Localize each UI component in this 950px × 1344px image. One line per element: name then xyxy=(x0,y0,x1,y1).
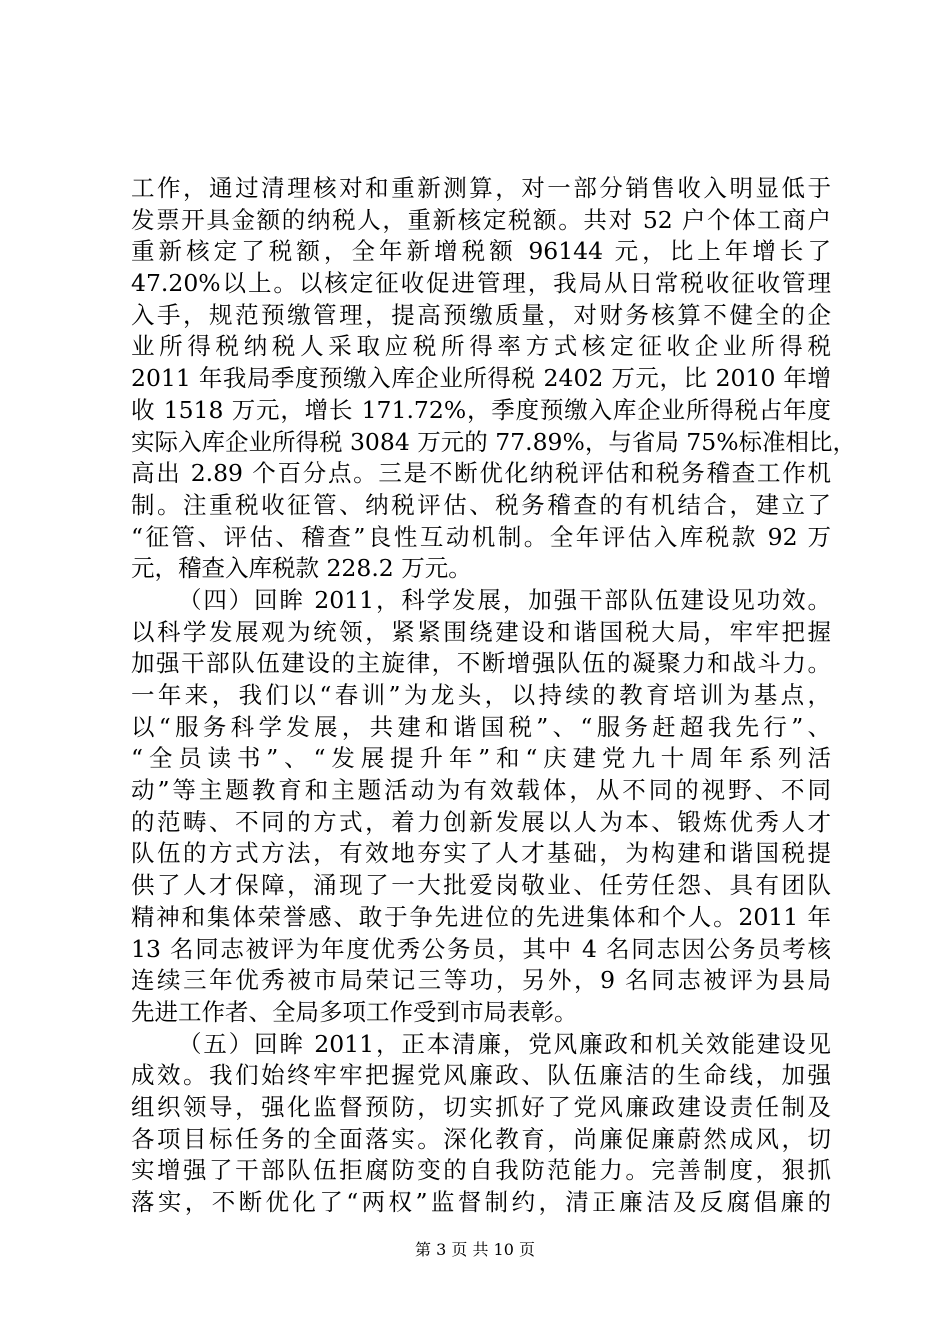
text-line: 47.20%以上。以核定征收促进管理，我局从日常税收征收管理 xyxy=(131,269,831,298)
text-line: 的范畴、不同的方式，着力创新发展以人为本、锻炼优秀人才 xyxy=(131,807,831,836)
text-line: 重新核定了税额，全年新增税额 96144 元，比上年增长了 xyxy=(131,237,831,266)
text-line: 发票开具金额的纳税人，重新核定税额。共对 52 户个体工商户 xyxy=(131,205,831,234)
text-line: 一年来，我们以“春训”为龙头，以持续的教育培训为基点， xyxy=(131,681,831,709)
text-line: 业所得税纳税人采取应税所得率方式核定征收企业所得税 xyxy=(131,332,831,361)
document-body xyxy=(131,173,857,1219)
text-line: 以科学发展观为统领，紧紧围绕建设和谐国税大局，牢牢把握 xyxy=(131,617,831,646)
text-line: 供了人才保障，涌现了一大批爱岗敬业、任劳任怨、具有团队 xyxy=(131,871,831,900)
text-line: 实增强了干部队伍拒腐防变的自我防范能力。完善制度，狠抓 xyxy=(131,1156,831,1185)
text-line: 队伍的方式方法，有效地夯实了人才基础，为构建和谐国税提 xyxy=(131,839,831,868)
text-line: 收 1518 万元，增长 171.72%，季度预缴入库企业所得税占年度 xyxy=(131,395,831,424)
text-line: 加强干部队伍建设的主旋律，不断增强队伍的凝聚力和战斗力。 xyxy=(131,649,831,678)
text-line: 入手，规范预缴管理，提高预缴质量，对财务核算不健全的企 xyxy=(131,300,831,329)
text-line: 以“服务科学发展，共建和谐国税”、“服务赶超我先行”、 xyxy=(131,712,831,741)
text-line: 制。注重税收征管、纳税评估、税务稽查的有机结合，建立了 xyxy=(131,490,831,519)
text-line: 各项目标任务的全面落实。深化教育，尚廉促廉蔚然成风，切 xyxy=(131,1124,831,1153)
text-line: 连续三年优秀被市局荣记三等功，另外，9 名同志被评为县局 xyxy=(131,966,831,995)
text-line: 落实，不断优化了“两权”监督制约，清正廉洁及反腐倡廉的 xyxy=(131,1188,831,1216)
text-line: 组织领导，强化监督预防，切实抓好了党风廉政建设责任制及 xyxy=(131,1092,831,1121)
text-line: 实际入库企业所得税 3084 万元的 77.89%，与省局 75%标准相比， xyxy=(131,427,857,456)
text-line: 元，稽查入库税款 228.2 万元。 xyxy=(131,554,472,583)
page-footer: 第 3 页 共 10 页 xyxy=(415,1240,535,1259)
text-line: 成效。我们始终牢牢把握党风廉政、队伍廉洁的生命线，加强 xyxy=(131,1061,831,1090)
text-line: （五）回眸 2011，正本清廉，党风廉政和机关效能建设见 xyxy=(178,1029,831,1058)
text-line: “征管、评估、稽查”良性互动机制。全年评估入库税款 92 万 xyxy=(131,522,831,551)
text-line: 工作，通过清理核对和重新测算，对一部分销售收入明显低于 xyxy=(131,174,831,202)
text-line: 先进工作者、全局多项工作受到市局表彰。 xyxy=(131,997,578,1026)
text-line: 精神和集体荣誉感、敢于争先进位的先进集体和个人。2011 年 xyxy=(131,902,831,931)
text-line: 2011 年我局季度预缴入库企业所得税 2402 万元，比 2010 年增 xyxy=(131,364,831,393)
text-line: “全员读书”、“发展提升年”和“庆建党九十周年系列活 xyxy=(131,744,831,773)
text-line: 13 名同志被评为年度优秀公务员，其中 4 名同志因公务员考核 xyxy=(131,934,831,963)
text-line: （四）回眸 2011，科学发展，加强干部队伍建设见功效。 xyxy=(178,585,831,614)
text-line: 高出 2.89 个百分点。三是不断优化纳税评估和税务稽查工作机 xyxy=(131,459,831,488)
text-line: 动”等主题教育和主题活动为有效载体，从不同的视野、不同 xyxy=(131,776,831,805)
